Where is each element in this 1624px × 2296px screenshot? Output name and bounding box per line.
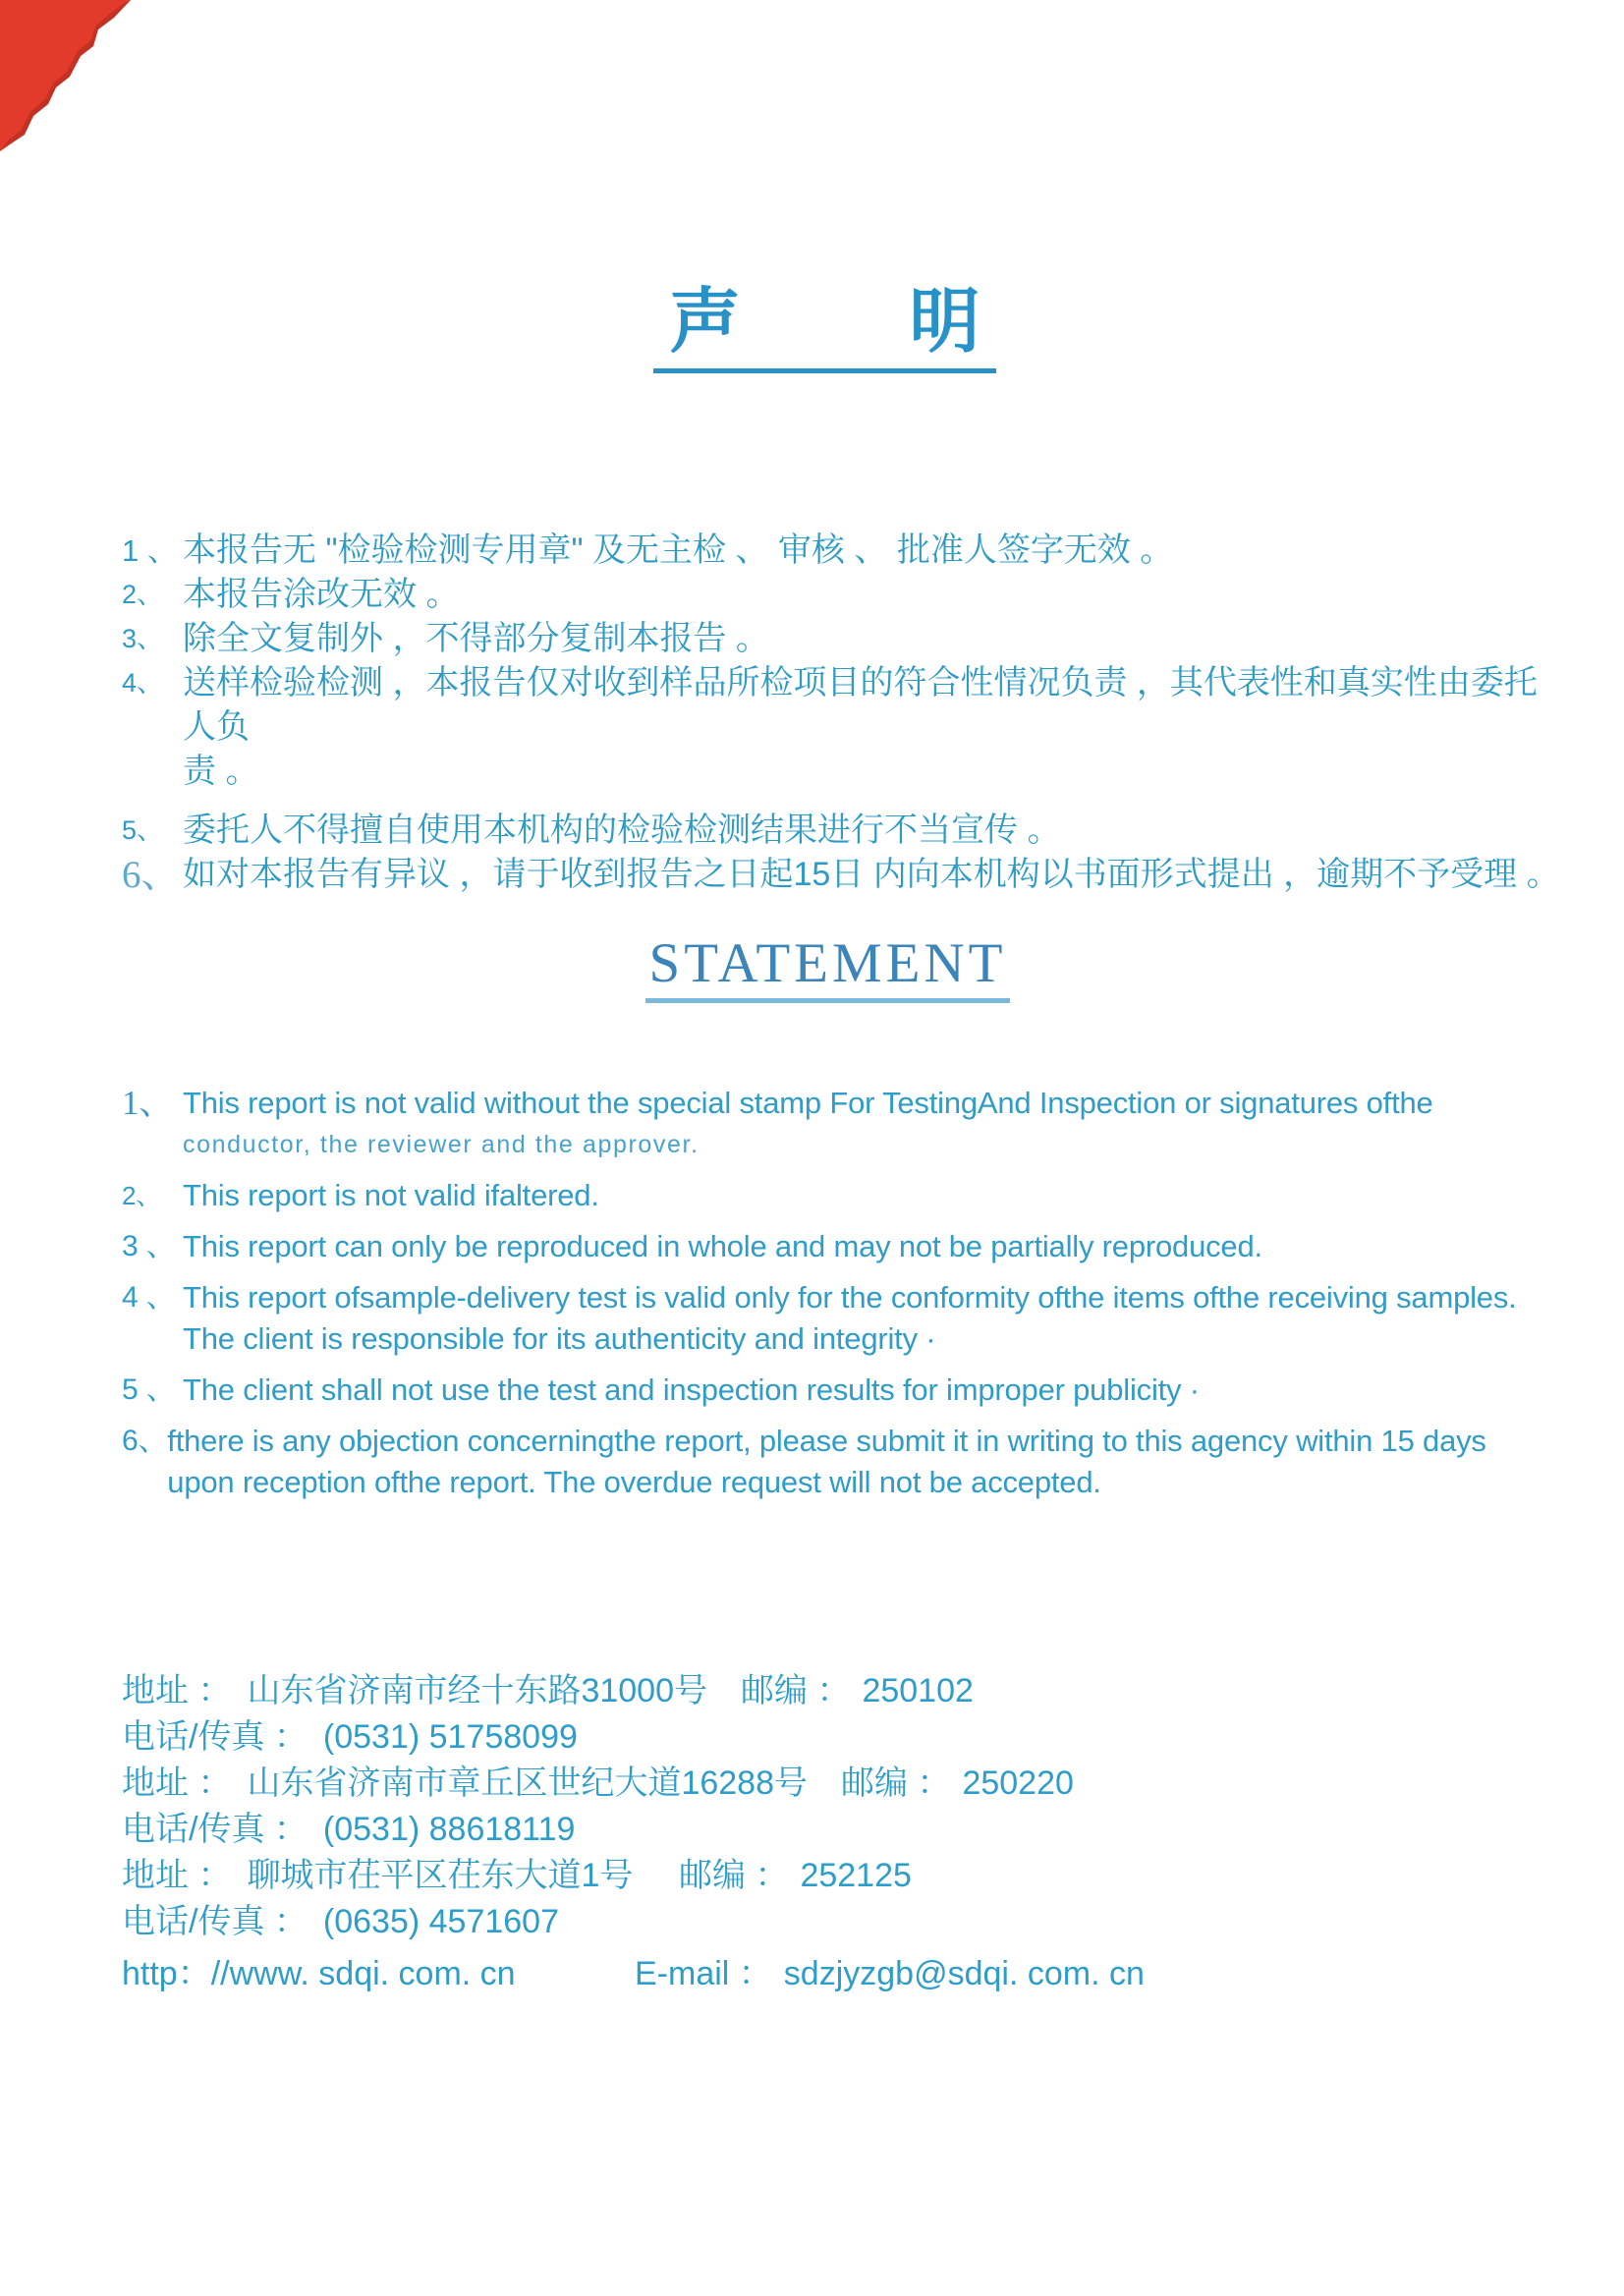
cn-item-text: 委托人不得擅自使用本机构的检验检测结果进行不当宣传 。	[183, 812, 1061, 849]
zip-group-3	[679, 1853, 912, 1899]
en-statement-6	[122, 1421, 1569, 1503]
address-row-1	[122, 1668, 1569, 1714]
email-group	[635, 1951, 1145, 1997]
cn-item-number: 2、	[122, 580, 164, 609]
en-item-text: This report is not valid ifaltered.	[183, 1178, 599, 1212]
en-item-text	[183, 1083, 1569, 1165]
cn-statement-3	[122, 617, 1569, 661]
cn-statement-2	[122, 573, 1569, 617]
cn-item-number: 4、	[122, 668, 164, 698]
english-title-text: STATEMENT	[645, 931, 1011, 1003]
chinese-title	[0, 283, 1624, 373]
cn-item-number: 6、	[122, 854, 180, 896]
en-item-text: This report can only be reproduced in whole and may not be partially reproduced.	[183, 1229, 1262, 1263]
address-row-3	[122, 1853, 1569, 1899]
cn-statement-5	[122, 809, 1569, 853]
english-title	[0, 931, 1624, 1003]
phone-label: 电话/传真 ：	[122, 1811, 308, 1848]
cn-item-number: 5、	[122, 815, 164, 845]
phone-row-2	[122, 1807, 1569, 1853]
phone-label: 电话/传真 ：	[122, 1718, 308, 1756]
address-label: 地址 ：	[122, 1764, 232, 1802]
address-row-2	[122, 1761, 1569, 1807]
cn-item-text: 除全文复制外 ，不得部分复制本报告 。	[183, 620, 769, 657]
english-statement-list	[122, 1083, 1569, 1513]
cn-statement-4	[122, 661, 1569, 794]
cn-statement-6	[122, 853, 1569, 897]
zip-value: 250220	[962, 1764, 1074, 1802]
en-statement-3	[122, 1226, 1569, 1267]
cn-item-line-1: 送样检验检测 ，本报告仅对收到样品所检项目的符合性情况负责 ，其代表性和真实性由委托人负	[183, 664, 1538, 746]
en-item-line-1: This report ofsample-delivery test is valid only for the conformity ofthe items ofthe receiving samples.	[183, 1280, 1517, 1315]
en-item-number: 1、	[122, 1084, 174, 1122]
title-char-1: 声	[669, 283, 741, 362]
cn-item-text: 本报告无 "检验检测专用章" 及无主检 、 审核 、 批准人签字无效 。	[183, 532, 1174, 569]
zip-value: 250102	[862, 1672, 974, 1709]
chinese-title-text	[653, 283, 995, 373]
cn-item-text: 如对本报告有异议 ，请于收到报告之日起15日 内向本机构以书面形式提出 ，逾期不予受理 。	[183, 856, 1560, 893]
en-item-text: The client shall not use the test and inspection results for improper publicity ·	[183, 1372, 1200, 1407]
cn-item-number: 3、	[122, 624, 164, 653]
address-label: 地址 ：	[122, 1672, 232, 1709]
email-label: E-mail ：	[635, 1955, 772, 1992]
cn-item-number: 1 、	[122, 533, 178, 568]
cn-item-text: 本报告涂改无效 。	[183, 576, 460, 613]
zip-value: 252125	[800, 1857, 912, 1894]
phone-row-1	[122, 1714, 1569, 1761]
zip-label: 邮编 ：	[741, 1672, 851, 1709]
address-value: 山东省济南市经十东路31000号	[247, 1672, 707, 1709]
en-item-number: 4 、	[122, 1281, 176, 1314]
phone-value: (0531) 51758099	[322, 1718, 578, 1756]
en-statement-4	[122, 1277, 1569, 1360]
zip-group-1	[741, 1668, 974, 1714]
title-char-2: 明	[909, 283, 980, 362]
zip-group-2	[841, 1761, 1074, 1807]
en-item-line-1: fthere is any objection concerningthe report, please submit it in writing to this agency within 15 days	[167, 1424, 1486, 1458]
cn-item-text	[183, 661, 1569, 794]
website-url: http：//www. sdqi. com. cn	[122, 1955, 516, 1992]
en-statement-5	[122, 1370, 1569, 1411]
en-item-number: 3 、	[122, 1230, 176, 1262]
address-label: 地址 ：	[122, 1857, 232, 1894]
phone-row-3	[122, 1899, 1569, 1945]
en-item-line-1: This report is not valid without the special stamp For TestingAnd Inspection or signatures ofthe	[183, 1086, 1433, 1120]
web-email-row	[122, 1951, 1569, 1997]
en-item-line-2: upon reception ofthe report. The overdue request will not be accepted.	[167, 1465, 1101, 1499]
phone-label: 电话/传真 ：	[122, 1903, 308, 1940]
cn-item-line-2: 责 。	[183, 753, 259, 790]
chinese-statement-list	[122, 529, 1569, 897]
address-value: 聊城市茌平区茌东大道1号	[247, 1857, 634, 1894]
en-item-text	[183, 1277, 1569, 1360]
cn-statement-1	[122, 529, 1569, 573]
en-item-line-2: conductor, the reviewer and the approver.	[183, 1131, 700, 1158]
en-item-number: 6、	[122, 1425, 168, 1457]
zip-label: 邮编 ：	[841, 1764, 951, 1802]
phone-value: (0635) 4571607	[322, 1903, 559, 1940]
address-value: 山东省济南市章丘区世纪大道16288号	[247, 1764, 808, 1802]
contact-block	[122, 1668, 1569, 1997]
en-statement-1	[122, 1083, 1569, 1165]
zip-label: 邮编 ：	[679, 1857, 789, 1894]
red-folded-corner-icon	[0, 0, 136, 151]
phone-value: (0531) 88618119	[322, 1811, 576, 1848]
en-item-number: 5 、	[122, 1373, 176, 1406]
en-item-number: 2、	[122, 1181, 162, 1210]
en-statement-2	[122, 1175, 1569, 1216]
en-item-line-2: The client is responsible for its authenticity and integrity ·	[183, 1321, 936, 1356]
email-value: sdzjyzgb@sdqi. com. cn	[783, 1955, 1145, 1992]
en-item-text	[167, 1421, 1569, 1503]
